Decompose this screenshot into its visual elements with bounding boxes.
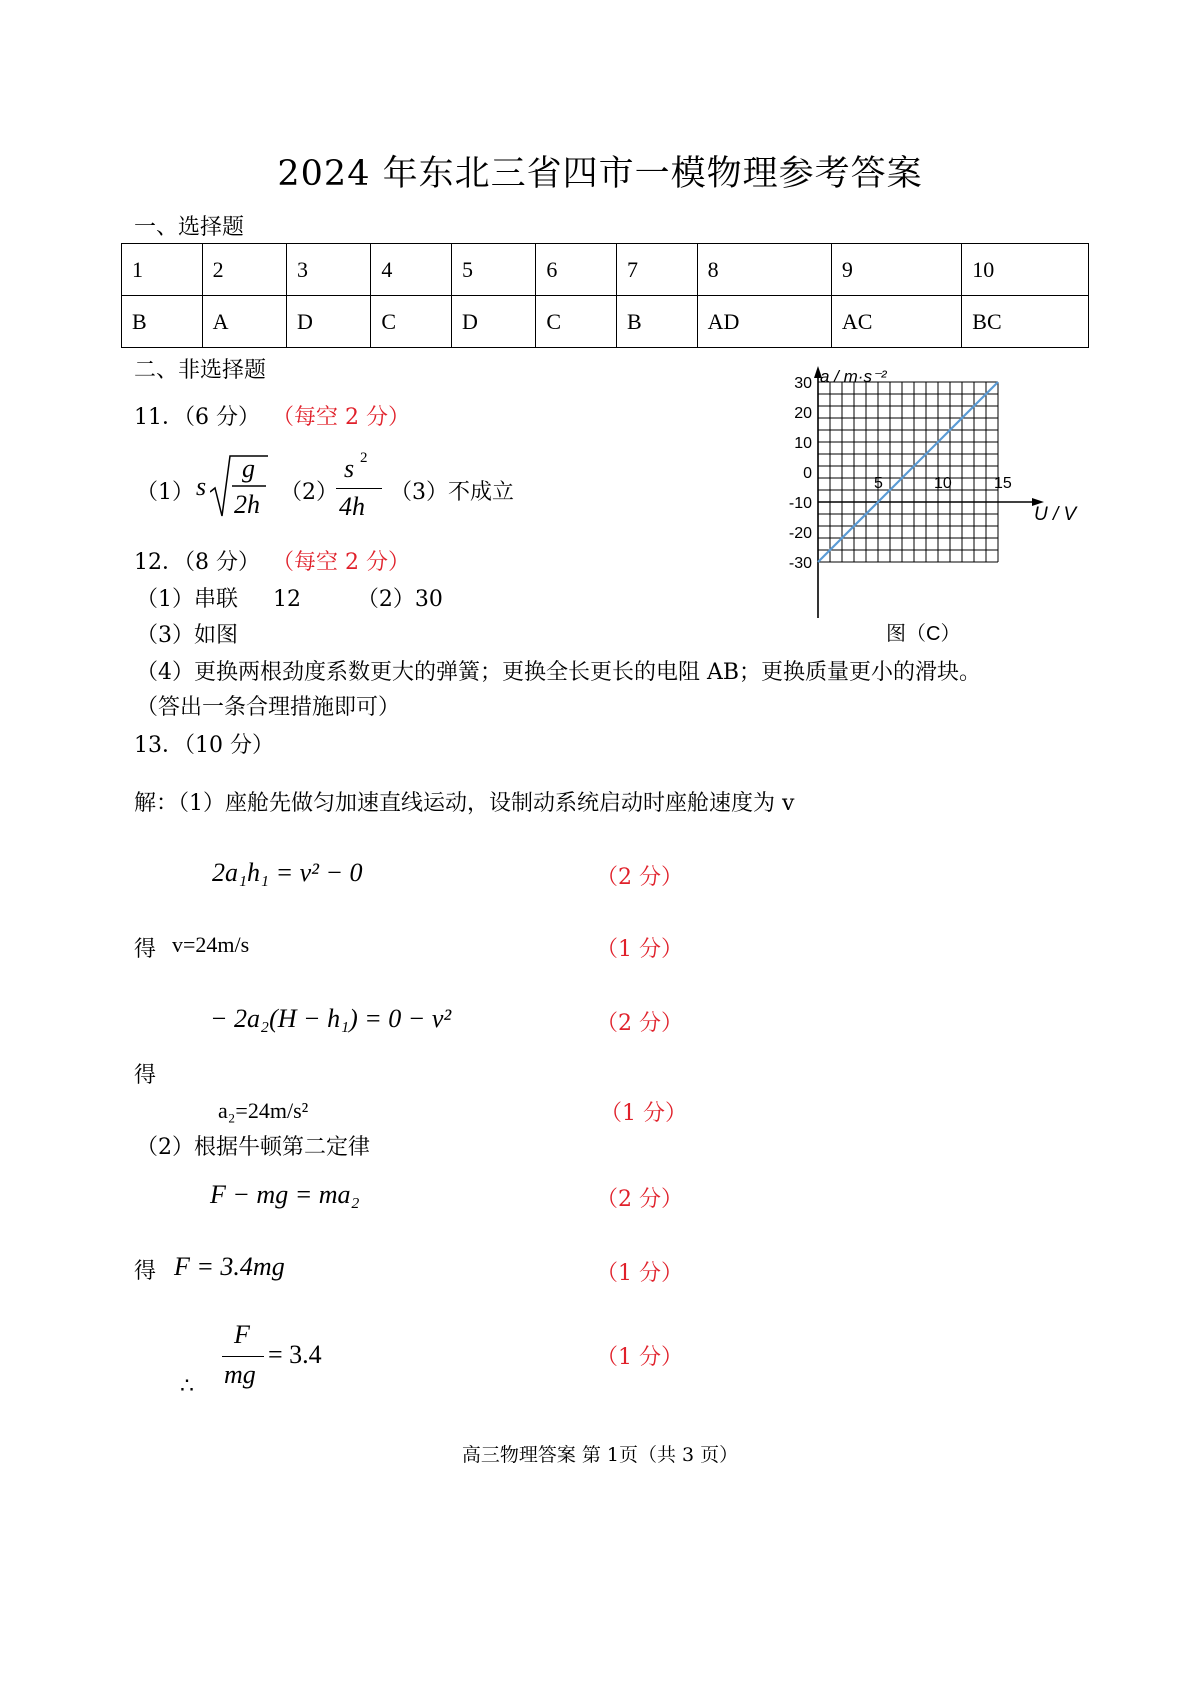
question-number-cell: 9 [831,244,961,296]
answer-cell: A [202,296,286,348]
question-number-cell: 4 [371,244,452,296]
q13-result1-label: 得 [134,937,157,962]
q13-eq3: F − mg = ma₂ [210,1180,360,1209]
q12-line3: （4）更换两根劲度系数更大的弹簧；更换全长更长的电阻 AB；更换质量更小的滑块。 [136,660,982,685]
y-axis-label: a / m·s⁻² [820,367,887,386]
q13-score1: （2 分） [596,865,683,890]
q13-eq2: − 2a₂(H − h₁) = 0 − v² [210,1004,452,1033]
q12-line1: （1）串联 12 （2）30 [136,587,443,612]
figure-caption: 图（C） [886,623,961,645]
q11-answer2-den: 4h [339,492,365,521]
q13-score5: （2 分） [596,1187,683,1212]
q11-answer2-num: s [344,454,355,483]
q11-answer1-den: 2h [234,490,260,519]
fraction-bar [222,1356,264,1357]
fraction-bar [336,488,382,489]
q13-eq4-rhs: = 3.4 [268,1340,322,1369]
q13-eq4-den: mg [224,1360,256,1389]
answer-table-number-row [122,244,1089,296]
answer-cell: AC [831,296,961,348]
q13-result2-label: 得 [134,1063,157,1088]
q13-score4: （1 分） [600,1101,687,1126]
y-tick-labels [789,375,812,572]
q13-result2: a₂=24m/s² [218,1098,309,1123]
section-choice-heading: 一、选择题 [134,215,245,240]
y-tick-label: 20 [794,405,812,422]
chart-series [818,382,998,562]
q11-part1-label: （1） [136,480,194,505]
q13-score3: （2 分） [596,1011,683,1036]
therefore-symbol: ∴ [180,1374,194,1399]
q13-part2: （2）根据牛顿第二定律 [136,1135,370,1160]
q12-line4: （答出一条合理措施即可） [136,695,401,720]
answer-cell: D [287,296,371,348]
q13-intro: 解：（1）座舱先做匀加速直线运动，设制动系统启动时座舱速度为 v [134,791,795,816]
q11-score-note: （每空 2 分） [272,405,410,430]
answer-cell: AD [697,296,831,348]
page-footer: 高三物理答案 第 1页（共 3 页） [461,1444,739,1466]
y-tick-label: -20 [788,525,812,542]
q11-answer1 [196,452,268,520]
section-nonchoice-heading: 二、非选择题 [134,358,267,383]
question-number-cell: 2 [202,244,286,296]
answer-cell: D [452,296,536,348]
answer-cell: C [371,296,452,348]
y-tick-label: 30 [794,375,812,392]
question-number-cell: 3 [287,244,371,296]
q13-score6: （1 分） [596,1261,683,1286]
figure-c-chart [770,360,1110,645]
data-line [818,382,998,562]
q11-part3: （3）不成立 [390,480,514,505]
answer-cell: C [536,296,617,348]
page-title: 2024 年东北三省四市一模物理参考答案 [277,154,923,194]
question-number-cell: 8 [697,244,831,296]
y-tick-label: 0 [803,465,812,482]
question-number-cell: 10 [962,244,1089,296]
q13-result3: F = 3.4mg [174,1252,285,1281]
q13-score2: （1 分） [596,937,683,962]
q11-heading: 11．（6 分） [134,405,260,430]
answer-table [121,243,1089,348]
x-tick-label: 10 [934,475,952,492]
q11-part2-label: （2） [280,480,338,505]
q11-answer1-s: s [196,472,207,501]
q13-eq4-num: F [234,1320,250,1349]
q12-score-note: （每空 2 分） [272,550,410,575]
answer-cell: B [122,296,203,348]
y-tick-label: 10 [794,435,812,452]
q13-eq4-fraction [222,1320,266,1396]
answer-cell: BC [962,296,1089,348]
y-tick-label: -10 [788,495,812,512]
question-number-cell: 1 [122,244,203,296]
q13-score7: （1 分） [596,1345,683,1370]
x-tick-label: 5 [874,475,883,492]
x-axis-label: U / V [1034,504,1077,525]
y-tick-label: -30 [788,555,812,572]
q11-answer2-exp: 2 [360,450,368,466]
q11-answer1-num: g [242,454,255,483]
q13-result1: v=24m/s [172,932,250,957]
x-tick-label: 15 [994,475,1012,492]
question-number-cell: 5 [452,244,536,296]
q12-heading: 12．（8 分） [134,550,260,575]
answer-table-answer-row [122,296,1089,348]
q13-eq1: 2a₁h₁ = v² − 0 [212,858,363,887]
q13-heading: 13．（10 分） [134,733,274,758]
question-number-cell: 6 [536,244,617,296]
question-number-cell: 7 [617,244,698,296]
q12-line2: （3）如图 [136,623,238,648]
answer-cell: B [617,296,698,348]
q13-result3-label: 得 [134,1259,157,1284]
q11-answer2 [336,452,386,522]
